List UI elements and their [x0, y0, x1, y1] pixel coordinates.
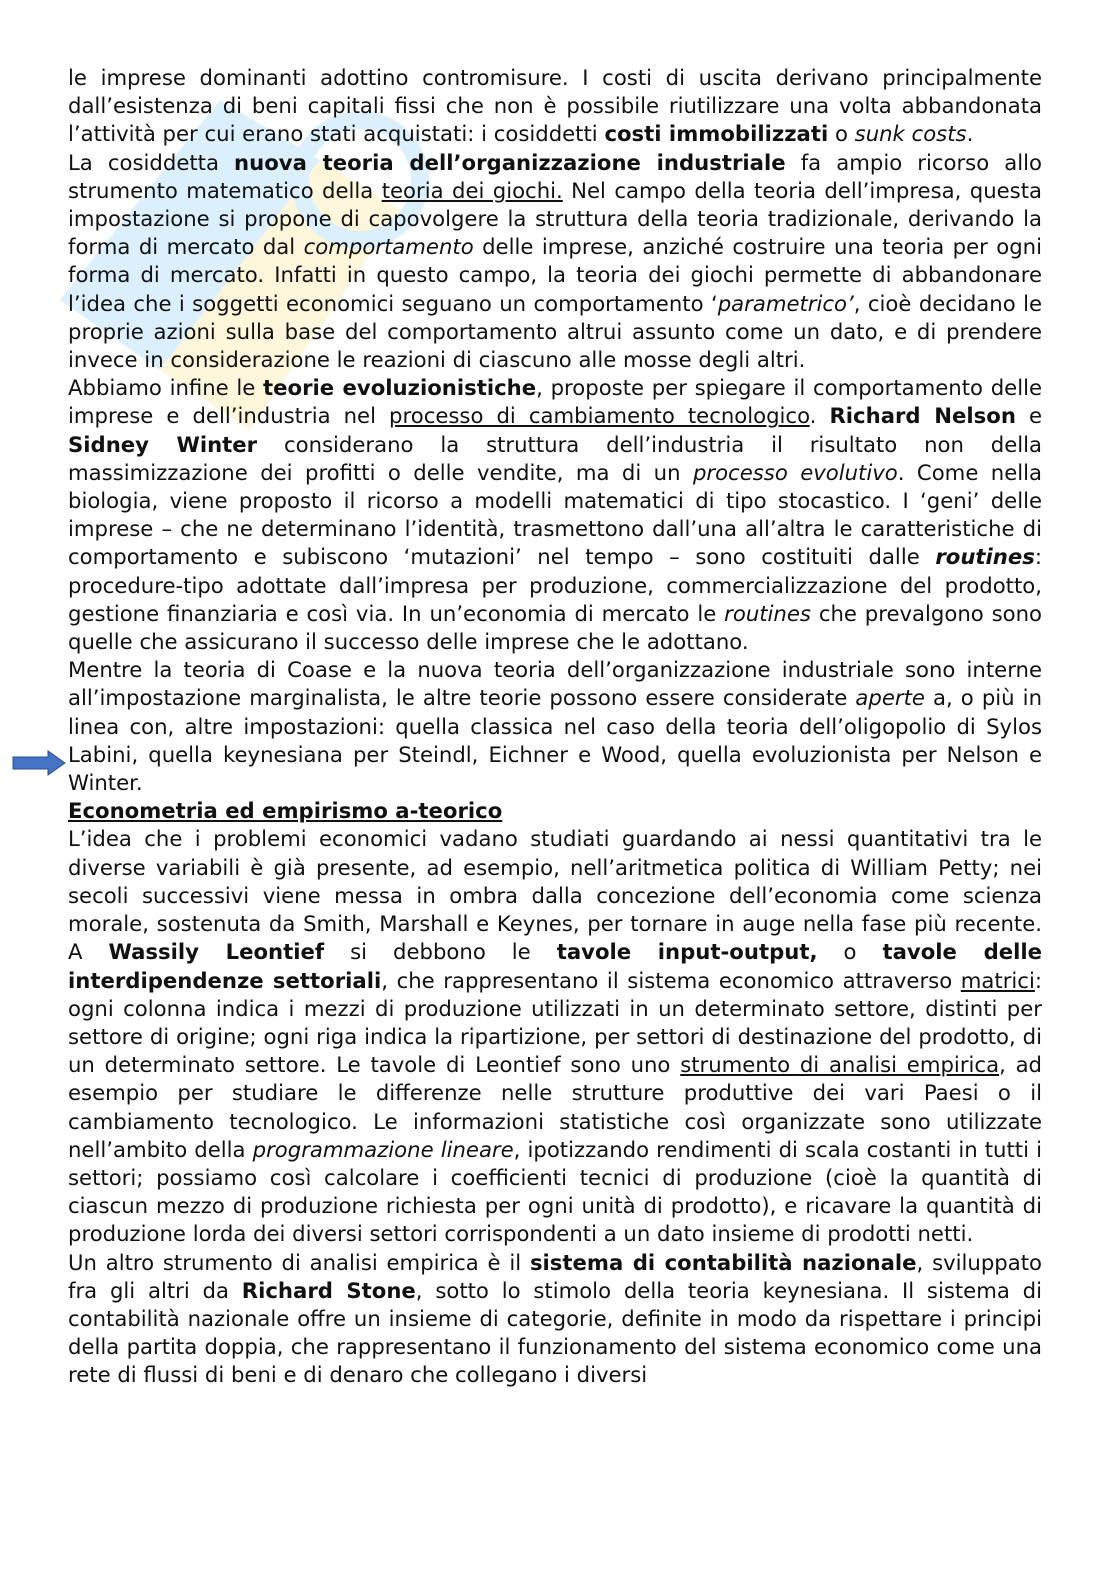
right-arrow-icon — [12, 750, 66, 776]
text-run: La cosiddetta — [68, 149, 235, 175]
document-body — [68, 64, 1042, 1390]
emphasis-text: sunk costs — [854, 121, 967, 147]
text-run: , proposte per spiegare il comportamento delle imprese e dell’industria nel — [68, 375, 1042, 429]
emphasis-text: aperte — [855, 685, 925, 711]
text-run: Un altro strumento di analisi empirica è il — [68, 1249, 530, 1275]
paragraph — [68, 64, 1042, 149]
emphasis-text: processo di cambiamento tecnologico — [389, 403, 810, 429]
section-heading: Econometria ed empirismo a-teorico — [68, 798, 503, 824]
text-run: , cioè decidano le proprie azioni sulla base del comportamento altrui assunto come un dato, e di prendere invece in considerazione le reazioni di ciascuno alle mosse degli altri. — [68, 290, 1042, 373]
emphasis-text: costi immobilizzati — [604, 121, 829, 147]
emphasis-text: routines — [724, 600, 811, 626]
text-run: a, o più in linea con, altre impostazioni: quella classica nel caso della teoria dell’oligopolio di Sylos Labini, quella keynesiana per Steindl, Eichner e Wood, quella evoluzionista per Nelson e Winter. — [68, 685, 1042, 796]
emphasis-text: Wassily Leontief — [108, 939, 325, 965]
text-run: , sviluppato fra gli altri da — [68, 1249, 1042, 1303]
section-market-theories — [68, 64, 1042, 797]
emphasis-text: programmazione lineare — [252, 1136, 514, 1162]
text-run: Nel campo della teoria dell’impresa, questa impostazione si propone di capovolgere la struttura della teoria tradizionale, derivando la forma di mercato dal — [68, 177, 1042, 260]
emphasis-text: tavole input-output, — [556, 939, 818, 965]
paragraph — [68, 1249, 1042, 1390]
text-run: L’idea che i problemi economici vadano studiati guardando ai nessi quantitativi tra le diverse variabili è già presente, ad esempio, nell’aritmetica politica di William Petty; nei secoli successivi viene messa in ombra dalla concezione dell’economia come scienza morale, sostenuta da Smith, Marshall e Keynes, per tornare in auge nella fase più recente. A — [68, 826, 1042, 965]
emphasis-text: Richard Stone — [241, 1277, 416, 1303]
text-run: o — [828, 121, 855, 147]
text-run: : procedure-tipo adottate dall’impresa per produzione, commercializzazione del prodotto, gestione finanziaria e così via. In un’economia di mercato le — [68, 544, 1042, 626]
emphasis-text: strumento di analisi empirica — [680, 1052, 1000, 1078]
emphasis-text: routines — [935, 544, 1035, 570]
text-run: : ogni colonna indica i mezzi di produzione utilizzati in un determinato settore, distinti per settore di origine; ogni riga indica la ripartizione, per settori di destinazione del prodotto, di un determinato settore. Le tavole di Leontief sono uno — [68, 967, 1042, 1078]
paragraph — [68, 656, 1042, 797]
text-run: , che rappresentano il sistema economico attraverso — [381, 967, 961, 993]
emphasis-text: teoria dei giochi. — [381, 177, 563, 203]
section-econometrics — [68, 825, 1042, 1389]
emphasis-text: processo evolutivo — [692, 459, 898, 485]
emphasis-text: Sidney Winter — [68, 431, 258, 457]
text-run: . Come nella biologia, viene proposto il ricorso a modelli matematici di tipo stocastico. I ‘geni’ delle imprese – che ne determinano l’identità, trasmettono dall’una all’altra le caratteristiche di comportamento e subiscono ‘mutazioni’ nel tempo – sono costituiti dalle — [68, 459, 1042, 570]
emphasis-text: Richard Nelson — [829, 403, 1016, 429]
text-run: Mentre la teoria di Coase e la nuova teoria dell’organizzazione industriale sono interne all’impostazione marginalista, le altre teorie possono essere considerate — [68, 657, 1042, 711]
text-run: o — [817, 939, 883, 965]
paragraph — [68, 374, 1042, 656]
text-run: . — [966, 121, 974, 147]
text-run: che prevalgono sono quelle che assicurano il successo delle imprese che le adottano. — [68, 600, 1042, 655]
text-run: delle imprese, anziché costruire una teoria per ogni forma di mercato. Infatti in questo campo, la teoria dei giochi permette di abbandonare l’idea che i soggetti economici seguano un comportamento ‘ — [68, 234, 1042, 316]
emphasis-text: teorie evoluzionistiche — [263, 375, 537, 401]
text-run: , sotto lo stimolo della teoria keynesiana. Il sistema di contabilità nazionale offre un insieme di categorie, definite in modo da rispettare i principi della partita doppia, che rappresentano il funzionamento del sistema economico come una rete di flussi di beni e di denaro che collegano i diversi — [68, 1277, 1042, 1388]
paragraph — [68, 149, 1042, 375]
text-run: . — [809, 403, 830, 429]
emphasis-text: matrici — [960, 967, 1035, 993]
emphasis-text: comportamento — [303, 234, 474, 260]
text-run: Abbiamo infine le — [68, 375, 264, 401]
paragraph — [68, 825, 1042, 1248]
text-run: le imprese dominanti adottino contromisure. I costi di uscita derivano principalmente dall’esistenza di beni capitali fissi che non è possibile riutilizzare una volta abbandonata l’attività per cui erano stati acquistati: i cosiddetti — [68, 65, 1042, 147]
text-run: , ad esempio per studiare le differenze nelle strutture produttive dei vari Paesi o il cambiamento tecnologico. Le informazioni statistiche così organizzate sono utilizzate nell’ambito della — [68, 1052, 1043, 1162]
emphasis-text: tavole delle interdipendenze settoriali — [68, 939, 1043, 993]
text-run: considerano la struttura dell’industria il risultato non della massimizzazione dei profitti o delle vendite, ma di un — [68, 431, 1042, 485]
text-run: , ipotizzando rendimenti di scala costanti in tutti i settori; possiamo così calcolare i coefficienti tecnici di produzione (cioè la quantità di ciascun mezzo di produzione richiesta per ogni unità di prodotto), e ricavare la quantità di produzione lorda dei diversi settori corrispondenti a un dato insieme di prodotti netti. — [68, 1136, 1042, 1247]
text-run: fa ampio ricorso allo strumento matematico della — [68, 149, 1043, 203]
text-run: si debbono le — [324, 939, 557, 965]
emphasis-text: parametrico’ — [717, 290, 854, 316]
emphasis-text: nuova teoria dell’organizzazione industriale — [234, 149, 786, 175]
emphasis-text: sistema di contabilità nazionale — [529, 1249, 917, 1275]
text-run: e — [1015, 403, 1042, 429]
